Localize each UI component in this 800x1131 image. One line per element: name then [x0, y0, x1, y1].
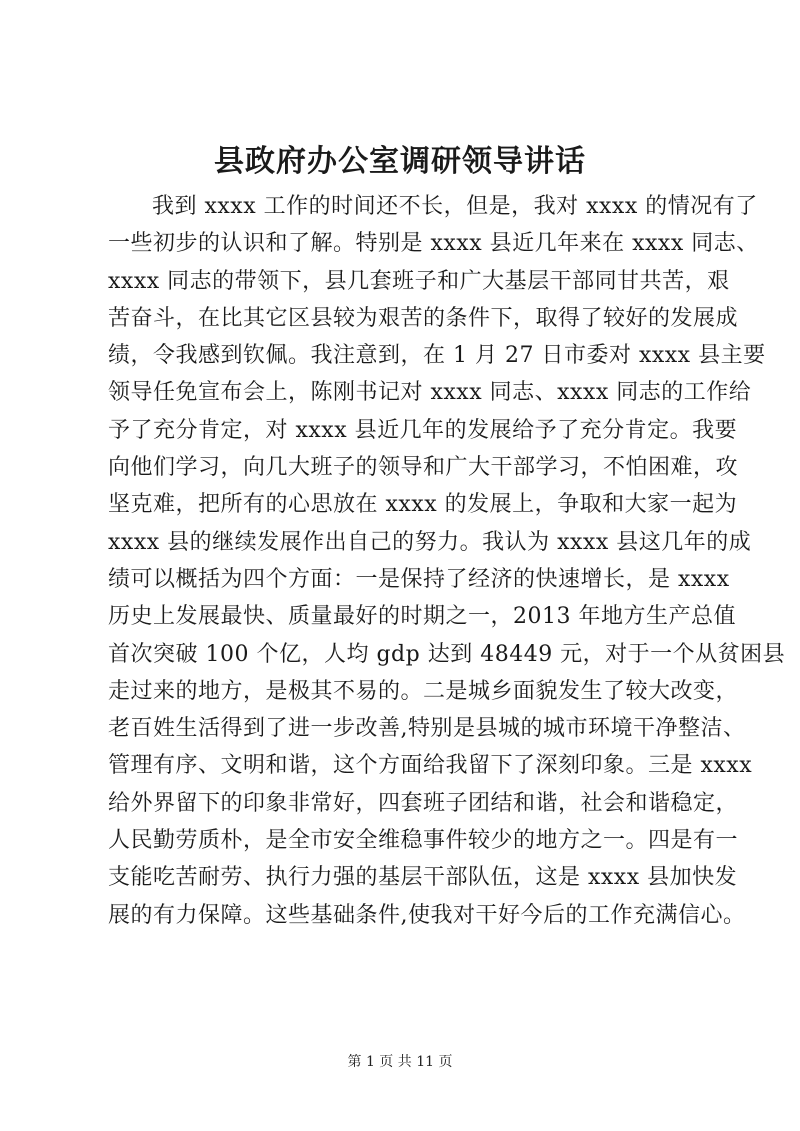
- body-line: 向他们学习，向几大班子的领导和广大干部学习，不怕困难，攻: [108, 455, 739, 481]
- body-line: 人民勤劳质朴，是全市安全维稳事件较少的地方之一。四是有一: [108, 828, 739, 854]
- body-line: 苦奋斗，在比其它区县较为艰苦的条件下，取得了较好的发展成: [108, 305, 739, 331]
- body-line: 历史上发展最快、质量最好的时期之一，2013 年地方生产总值: [108, 604, 736, 630]
- body-line: xxxx 县的继续发展作出自己的努力。我认为 xxxx 县这几年的成: [108, 529, 752, 555]
- body-line: 展的有力保障。这些基础条件,使我对干好今后的工作充满信心。: [108, 902, 746, 928]
- body-line: 领导任免宣布会上，陈刚书记对 xxxx 同志、xxxx 同志的工作给: [108, 380, 752, 406]
- body-line: 坚克难，把所有的心思放在 xxxx 的发展上，争取和大家一起为: [108, 492, 738, 518]
- body-line: 首次突破 100 个亿，人均 gdp 达到 48449 元，对于一个从贫困县: [108, 641, 786, 667]
- body-line: 绩，令我感到钦佩。我注意到，在 1 月 27 日市委对 xxxx 县主要: [108, 343, 766, 369]
- body-line: 老百姓生活得到了进一步改善,特别是县城的城市环境干净整洁、: [108, 716, 746, 742]
- body-line: 绩可以概括为四个方面：一是保持了经济的快速增长，是 xxxx: [108, 566, 730, 592]
- body-line: 一些初步的认识和了解。特别是 xxxx 县近几年来在 xxxx 同志、: [108, 231, 759, 257]
- body-line: xxxx 同志的带领下，县几套班子和广大基层干部同甘共苦，艰: [108, 268, 730, 294]
- body-line: 我到 xxxx 工作的时间还不长，但是，我对 xxxx 的情况有了: [152, 194, 758, 219]
- document-title: 县政府办公室调研领导讲话: [214, 144, 586, 179]
- body-line: 给外界留下的印象非常好，四套班子团结和谐，社会和谐稳定，: [108, 790, 739, 816]
- body-line: 予了充分肯定，对 xxxx 县近几年的发展给予了充分肯定。我要: [108, 417, 738, 443]
- body-line: 管理有序、文明和谐，这个方面给我留下了深刻印象。三是 xxxx: [108, 753, 753, 779]
- body-line: 走过来的地方，是极其不易的。二是城乡面貌发生了较大改变，: [108, 678, 739, 704]
- page-number: 第 1 页 共 11 页: [347, 1054, 453, 1070]
- body-line: 支能吃苦耐劳、执行力强的基层干部队伍，这是 xxxx 县加快发: [108, 865, 738, 891]
- document-body: [108, 188, 786, 934]
